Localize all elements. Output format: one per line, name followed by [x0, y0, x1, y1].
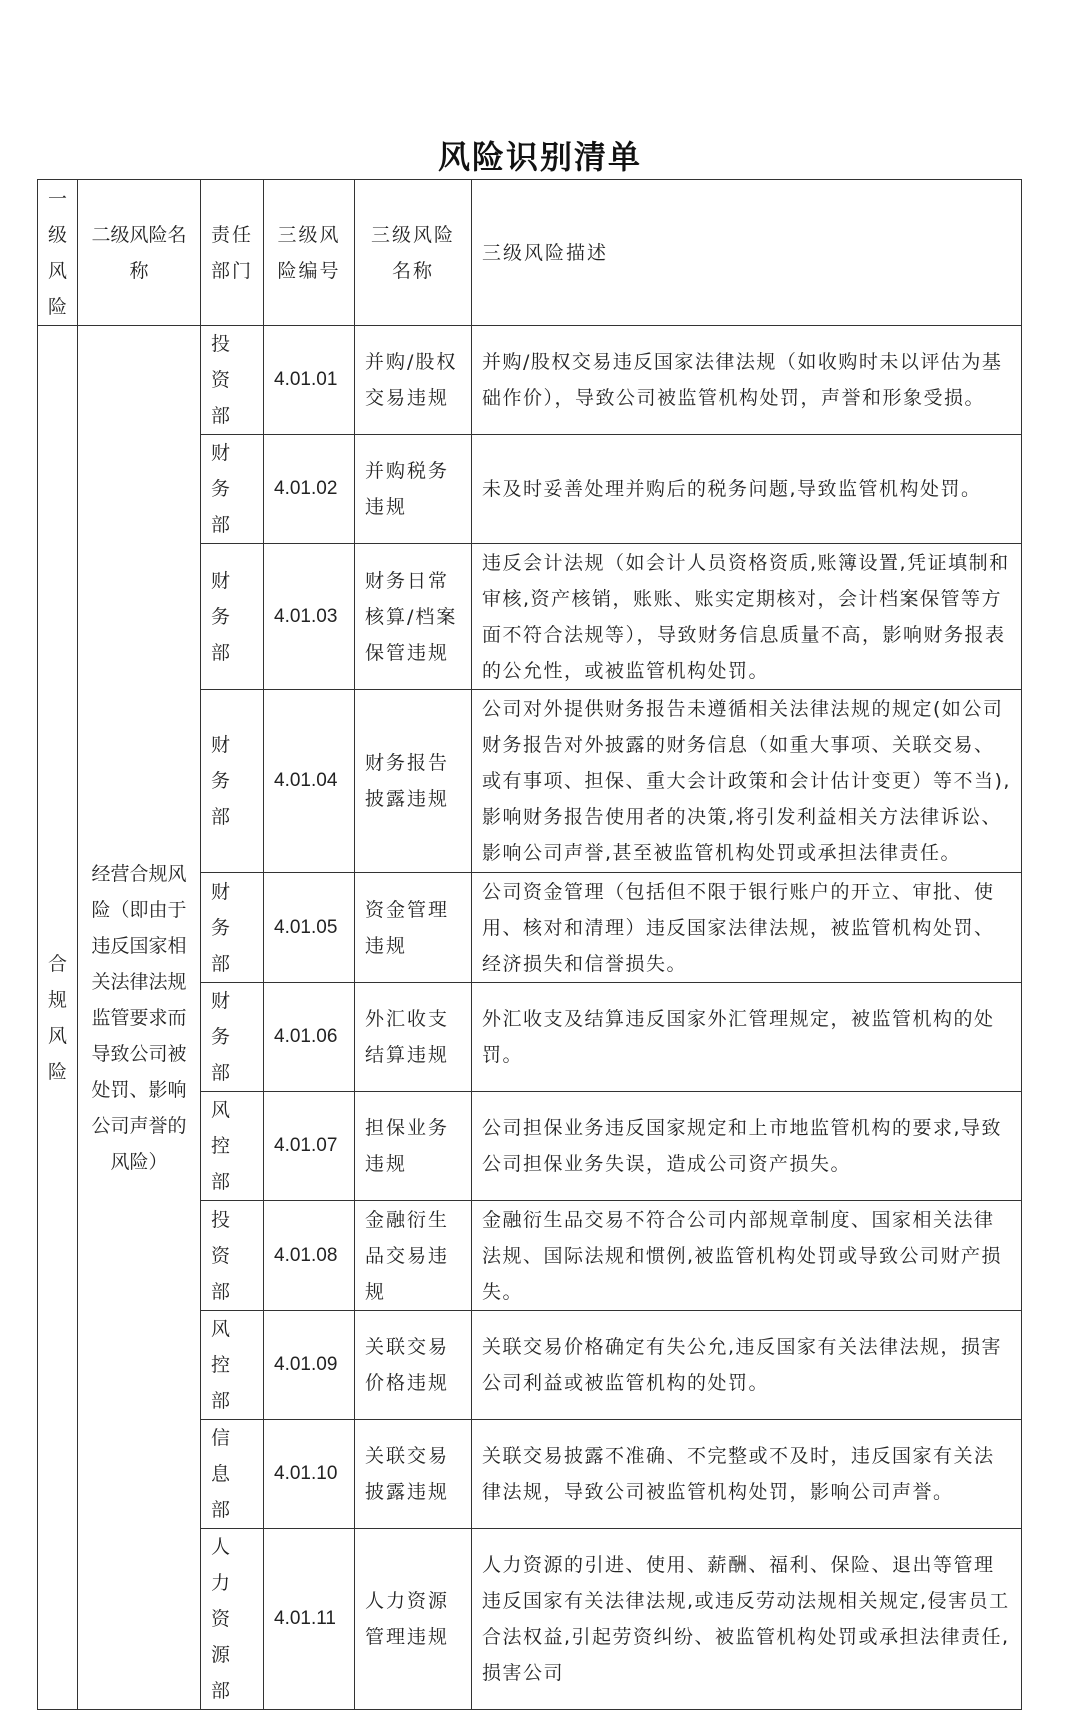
level1-risk-cell: 合规风险 [38, 326, 78, 1710]
risk-name-cell: 财务报告披露违规 [355, 690, 472, 873]
level2-risk-cell: 经营合规风险（即由于违反国家相关法律法规监管要求而导致公司被处罚、影响公司声誉的风险） [78, 326, 201, 1710]
risk-name-cell: 并购/股权交易违规 [355, 326, 472, 435]
risk-code-cell: 4.01.01 [264, 326, 355, 435]
header-level3-code: 三级风险编号 [264, 180, 355, 326]
risk-name-cell: 并购税务违规 [355, 435, 472, 544]
risk-name-cell: 资金管理违规 [355, 873, 472, 983]
risk-code-cell: 4.01.11 [264, 1529, 355, 1710]
risk-description-cell: 金融衍生品交易不符合公司内部规章制度、国家相关法律法规、国际法规和惯例,被监管机构处罚或导致公司财产损失。 [472, 1201, 1022, 1311]
header-level1: 一级风险 [38, 180, 78, 326]
department-cell: 财务部 [201, 544, 264, 690]
page-title: 风险识别清单 [437, 138, 642, 176]
risk-table [37, 179, 1022, 1710]
risk-description-cell: 公司对外提供财务报告未遵循相关法律法规的规定(如公司财务报告对外披露的财务信息（如重大事项、关联交易、或有事项、担保、重大会计政策和会计估计变更）等不当),影响财务报告使用者的决策,将引发利益相关方法律诉讼、影响公司声誉,甚至被监管机构处罚或承担法律责任。 [472, 690, 1022, 873]
header-department: 责任部门 [201, 180, 264, 326]
risk-code-cell: 4.01.07 [264, 1092, 355, 1201]
department-cell: 财务部 [201, 873, 264, 983]
table-row [38, 326, 1022, 435]
risk-description-cell: 违反会计法规（如会计人员资格资质,账簿设置,凭证填制和审核,资产核销，账账、账实定期核对，会计档案保管等方面不符合法规等），导致财务信息质量不高，影响财务报表的公允性，或被监管机构处罚。 [472, 544, 1022, 690]
risk-description-cell: 关联交易披露不准确、不完整或不及时，违反国家有关法律法规，导致公司被监管机构处罚，影响公司声誉。 [472, 1420, 1022, 1529]
risk-code-cell: 4.01.02 [264, 435, 355, 544]
table-header-row [38, 180, 1022, 326]
risk-code-cell: 4.01.03 [264, 544, 355, 690]
risk-name-cell: 外汇收支结算违规 [355, 983, 472, 1092]
risk-description-cell: 人力资源的引进、使用、薪酬、福利、保险、退出等管理违反国家有关法律法规,或违反劳动法规相关规定,侵害员工合法权益,引起劳资纠纷、被监管机构处罚或承担法律责任,损害公司 [472, 1529, 1022, 1710]
risk-description-cell: 外汇收支及结算违反国家外汇管理规定，被监管机构的处罚。 [472, 983, 1022, 1092]
header-level3-desc: 三级风险描述 [472, 180, 1022, 326]
risk-code-cell: 4.01.09 [264, 1311, 355, 1420]
department-cell: 投资部 [201, 1201, 264, 1311]
risk-description-cell: 并购/股权交易违反国家法律法规（如收购时未以评估为基础作价），导致公司被监管机构处罚，声誉和形象受损。 [472, 326, 1022, 435]
header-level2-name: 二级风险名称 [78, 180, 201, 326]
risk-description-cell: 公司资金管理（包括但不限于银行账户的开立、审批、使用、核对和清理）违反国家法律法规，被监管机构处罚、经济损失和信誉损失。 [472, 873, 1022, 983]
risk-description-cell: 关联交易价格确定有失公允,违反国家有关法律法规，损害公司利益或被监管机构的处罚。 [472, 1311, 1022, 1420]
department-cell: 风控部 [201, 1092, 264, 1201]
risk-name-cell: 财务日常核算/档案保管违规 [355, 544, 472, 690]
risk-code-cell: 4.01.10 [264, 1420, 355, 1529]
department-cell: 人力资源部 [201, 1529, 264, 1710]
risk-code-cell: 4.01.08 [264, 1201, 355, 1311]
department-cell: 财务部 [201, 435, 264, 544]
department-cell: 风控部 [201, 1311, 264, 1420]
department-cell: 投资部 [201, 326, 264, 435]
department-cell: 财务部 [201, 690, 264, 873]
risk-code-cell: 4.01.06 [264, 983, 355, 1092]
risk-description-cell: 未及时妥善处理并购后的税务问题,导致监管机构处罚。 [472, 435, 1022, 544]
header-level3-name: 三级风险名称 [355, 180, 472, 326]
department-cell: 财务部 [201, 983, 264, 1092]
risk-name-cell: 金融衍生品交易违规 [355, 1201, 472, 1311]
risk-code-cell: 4.01.04 [264, 690, 355, 873]
department-cell: 信息部 [201, 1420, 264, 1529]
risk-name-cell: 人力资源管理违规 [355, 1529, 472, 1710]
risk-name-cell: 关联交易价格违规 [355, 1311, 472, 1420]
risk-description-cell: 公司担保业务违反国家规定和上市地监管机构的要求,导致公司担保业务失误，造成公司资产损失。 [472, 1092, 1022, 1201]
risk-name-cell: 关联交易披露违规 [355, 1420, 472, 1529]
risk-code-cell: 4.01.05 [264, 873, 355, 983]
risk-name-cell: 担保业务违规 [355, 1092, 472, 1201]
